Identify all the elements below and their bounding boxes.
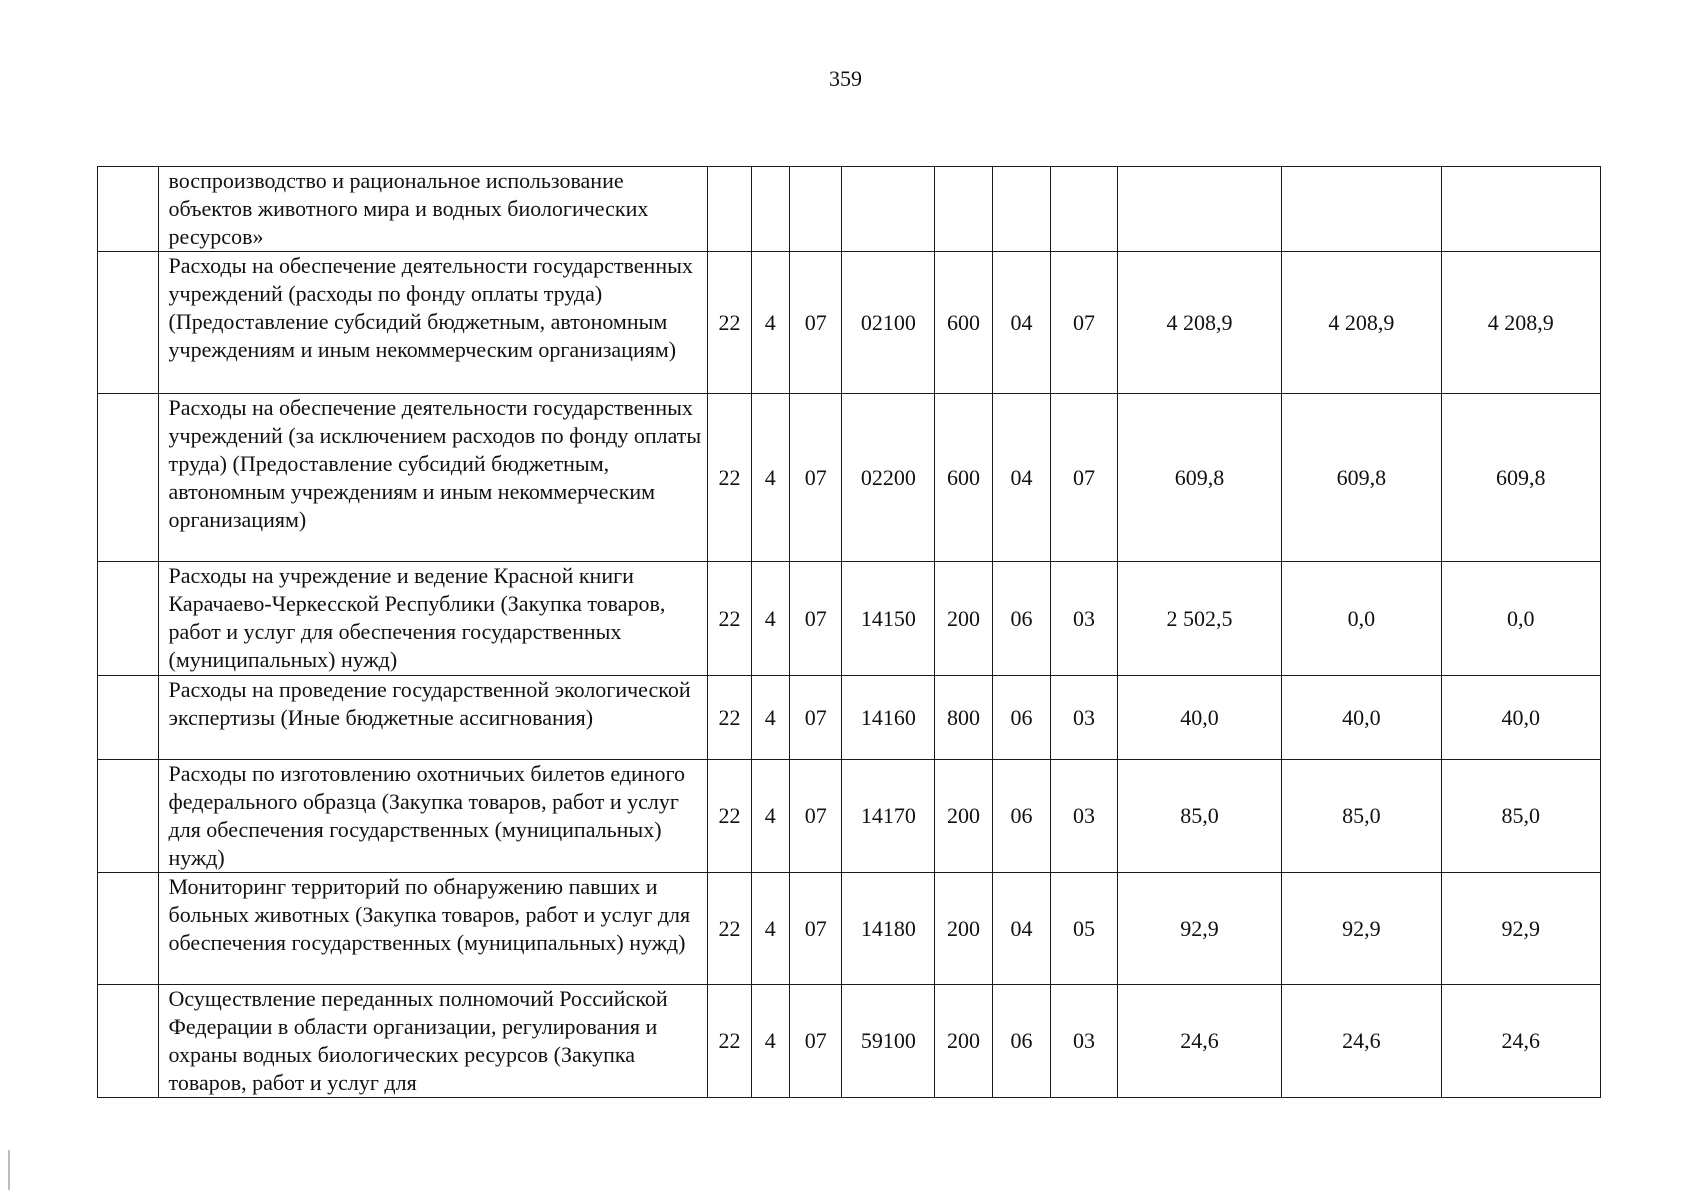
code-cell: 22 (708, 676, 751, 760)
code-cell: 07 (1051, 252, 1118, 394)
code-cell: 04 (992, 873, 1051, 985)
code-cell: 200 (935, 562, 992, 676)
table-row (98, 252, 1601, 394)
amount-cell: 4 208,9 (1282, 252, 1441, 394)
code-cell (935, 167, 992, 252)
table-row (98, 562, 1601, 676)
table-row (98, 394, 1601, 562)
table-row (98, 985, 1601, 1098)
code-cell: 22 (708, 252, 751, 394)
amount-cell: 4 208,9 (1441, 252, 1600, 394)
table-row (98, 873, 1601, 985)
code-cell: 06 (992, 562, 1051, 676)
row-description: Осуществление переданных полномочий Российской Федерации в области организации, регулирования и охраны водных биологических ресурсов (Закупка товаров, работ и услуг для (158, 985, 708, 1098)
amount-cell (1282, 167, 1441, 252)
row-description: Расходы на учреждение и ведение Красной книги Карачаево-Черкесской Республики (Закупка товаров, работ и услуг для обеспечения государственных (муниципальных) нужд) (158, 562, 708, 676)
amount-cell: 609,8 (1282, 394, 1441, 562)
code-cell: 4 (751, 760, 789, 873)
code-cell: 200 (935, 873, 992, 985)
table-row (98, 760, 1601, 873)
row-description: Расходы на обеспечение деятельности государственных учреждений (за исключением расходов по фонду оплаты труда) (Предоставление субсидий бюджетным, автономным учреждениям и иным некоммерческим организациям) (158, 394, 708, 562)
code-cell: 07 (789, 252, 841, 394)
code-cell: 22 (708, 873, 751, 985)
code-cell: 22 (708, 394, 751, 562)
code-cell: 03 (1051, 985, 1118, 1098)
table-body (98, 167, 1601, 1098)
code-cell: 200 (935, 985, 992, 1098)
amount-cell (1441, 167, 1600, 252)
amount-cell: 0,0 (1282, 562, 1441, 676)
code-cell: 22 (708, 760, 751, 873)
code-cell (1051, 167, 1118, 252)
amount-cell (1117, 167, 1281, 252)
code-cell: 07 (789, 562, 841, 676)
code-cell: 05 (1051, 873, 1118, 985)
code-cell: 4 (751, 873, 789, 985)
code-cell: 07 (1051, 394, 1118, 562)
code-cell: 14160 (842, 676, 935, 760)
row-number-cell (98, 562, 159, 676)
code-cell: 02100 (842, 252, 935, 394)
code-cell: 06 (992, 676, 1051, 760)
code-cell: 4 (751, 394, 789, 562)
row-description: воспроизводство и рациональное использование объектов животного мира и водных биологических ресурсов» (158, 167, 708, 252)
amount-cell: 85,0 (1117, 760, 1281, 873)
code-cell: 03 (1051, 562, 1118, 676)
amount-cell: 24,6 (1441, 985, 1600, 1098)
amount-cell: 2 502,5 (1117, 562, 1281, 676)
code-cell: 07 (789, 760, 841, 873)
code-cell: 14170 (842, 760, 935, 873)
row-description: Расходы на проведение государственной экологической экспертизы (Иные бюджетные ассигнования) (158, 676, 708, 760)
code-cell: 02200 (842, 394, 935, 562)
row-description: Мониторинг территорий по обнаружению павших и больных животных (Закупка товаров, работ и услуг для обеспечения государственных (муниципальных) нужд) (158, 873, 708, 985)
code-cell: 4 (751, 985, 789, 1098)
code-cell: 03 (1051, 676, 1118, 760)
amount-cell: 4 208,9 (1117, 252, 1281, 394)
code-cell: 59100 (842, 985, 935, 1098)
code-cell (708, 167, 751, 252)
code-cell: 04 (992, 394, 1051, 562)
code-cell: 07 (789, 873, 841, 985)
row-description: Расходы на обеспечение деятельности государственных учреждений (расходы по фонду оплаты труда) (Предоставление субсидий бюджетным, автономным учреждениям и иным некоммерческим организациям) (158, 252, 708, 394)
amount-cell: 609,8 (1117, 394, 1281, 562)
code-cell: 07 (789, 676, 841, 760)
code-cell: 04 (992, 252, 1051, 394)
amount-cell: 40,0 (1441, 676, 1600, 760)
amount-cell: 24,6 (1282, 985, 1441, 1098)
row-number-cell (98, 252, 159, 394)
code-cell: 07 (789, 394, 841, 562)
row-number-cell (98, 760, 159, 873)
code-cell: 200 (935, 760, 992, 873)
code-cell: 06 (992, 985, 1051, 1098)
amount-cell: 0,0 (1441, 562, 1600, 676)
code-cell: 14150 (842, 562, 935, 676)
code-cell: 03 (1051, 760, 1118, 873)
code-cell: 600 (935, 252, 992, 394)
code-cell: 22 (708, 985, 751, 1098)
row-number-cell (98, 394, 159, 562)
code-cell (751, 167, 789, 252)
amount-cell: 40,0 (1117, 676, 1281, 760)
code-cell: 14180 (842, 873, 935, 985)
table-row (98, 167, 1601, 252)
row-description: Расходы по изготовлению охотничьих билетов единого федерального образца (Закупка товаров, работ и услуг для обеспечения государственных (муниципальных) нужд) (158, 760, 708, 873)
amount-cell: 92,9 (1282, 873, 1441, 985)
code-cell: 4 (751, 252, 789, 394)
row-number-cell (98, 676, 159, 760)
table-row (98, 676, 1601, 760)
code-cell (842, 167, 935, 252)
row-number-cell (98, 985, 159, 1098)
amount-cell: 85,0 (1441, 760, 1600, 873)
amount-cell: 92,9 (1117, 873, 1281, 985)
code-cell: 4 (751, 676, 789, 760)
code-cell: 600 (935, 394, 992, 562)
scan-artifact (8, 1150, 10, 1190)
code-cell (789, 167, 841, 252)
code-cell: 800 (935, 676, 992, 760)
code-cell: 22 (708, 562, 751, 676)
amount-cell: 609,8 (1441, 394, 1600, 562)
amount-cell: 40,0 (1282, 676, 1441, 760)
row-number-cell (98, 167, 159, 252)
code-cell (992, 167, 1051, 252)
budget-table (97, 166, 1601, 1098)
code-cell: 4 (751, 562, 789, 676)
code-cell: 07 (789, 985, 841, 1098)
code-cell: 06 (992, 760, 1051, 873)
amount-cell: 24,6 (1117, 985, 1281, 1098)
page-number: 359 (829, 66, 862, 91)
amount-cell: 85,0 (1282, 760, 1441, 873)
amount-cell: 92,9 (1441, 873, 1600, 985)
row-number-cell (98, 873, 159, 985)
